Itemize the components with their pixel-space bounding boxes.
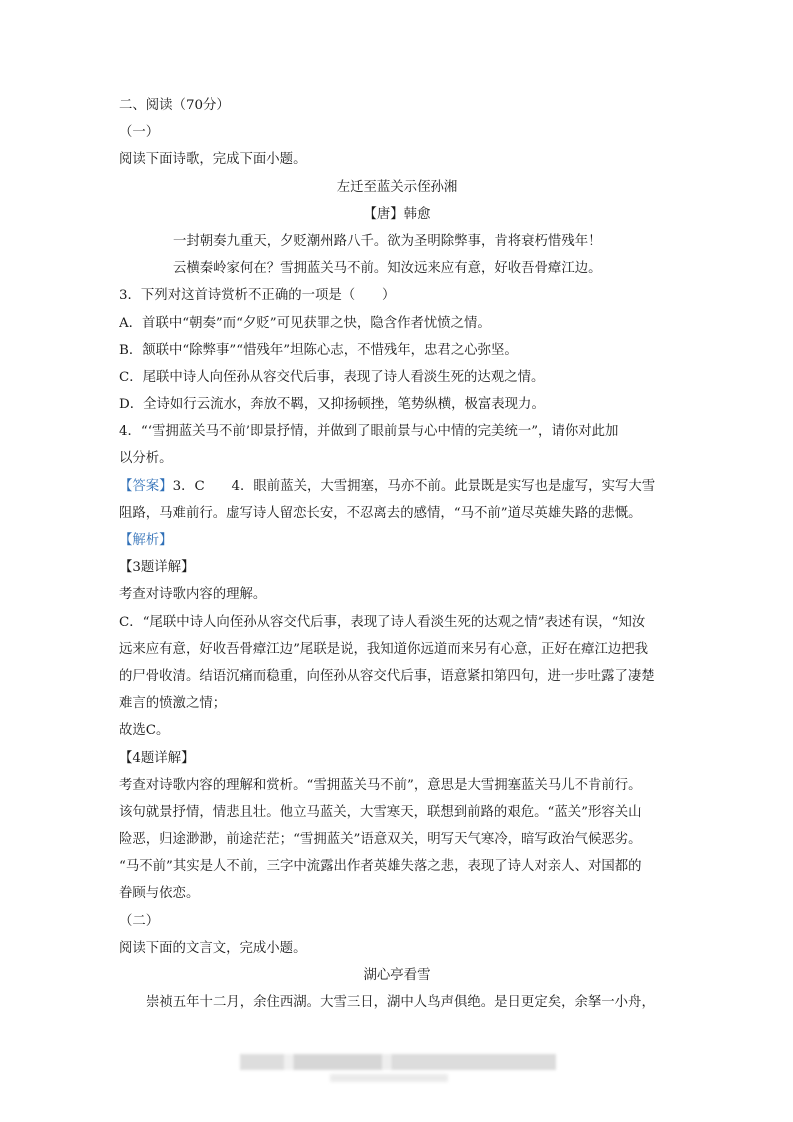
poem-author: 【唐】韩愈 bbox=[363, 206, 431, 222]
instruction-two: 阅读下面的文言文，完成小题。 bbox=[119, 940, 307, 956]
q3-detail-heading: 【3题详解】 bbox=[119, 560, 195, 576]
part-two-label: （二） bbox=[119, 913, 160, 929]
q4-detail-line: “马不前”其实是人不前，三字中流露出作者英雄失落之悲，表现了诗人对亲人、对国都的 bbox=[119, 859, 642, 875]
q3-detail-line: C．“尾联中诗人向侄孙从容交代后事，表现了诗人看淡生死的达观之情”表述有误，“知汝 bbox=[119, 614, 646, 630]
q4-detail-line: 险恶，归途渺渺，前途茫茫；“雪拥蓝关”语意双关，明写天气寒冷，暗写政治气候恶劣。 bbox=[119, 832, 642, 848]
q4-detail-line: 眷顾与依恋。 bbox=[119, 886, 200, 902]
document-body bbox=[119, 92, 675, 1016]
question-3-option-a: A．首联中“朝奏”而“夕贬”可见获罪之快，隐含作者忧愤之情。 bbox=[119, 315, 491, 331]
q3-detail-line: 故选C。 bbox=[119, 723, 170, 739]
question-3-option-c: C．尾联中诗人向侄孙从容交代后事，表现了诗人看淡生死的达观之情。 bbox=[119, 369, 545, 385]
poem-title: 左迁至蓝关示侄孙湘 bbox=[336, 179, 458, 195]
q3-detail-line: 考查对诗歌内容的理解。 bbox=[119, 587, 267, 603]
section-heading: 二、阅读（70分） bbox=[119, 98, 230, 113]
q3-detail-line: 难言的愤激之情； bbox=[119, 696, 227, 712]
blurred-footer-sub bbox=[330, 1074, 448, 1082]
part-one-label: （一） bbox=[119, 125, 160, 141]
q3-detail-line: 的尸骨收清。结语沉痛而稳重，向侄孙从容交代后事，语意紧扣第四句，进一步吐露了凄楚 bbox=[119, 668, 655, 684]
essay-first-line: 崇祯五年十二月，余住西湖。大雪三日，湖中人鸟声俱绝。是日更定矣，余拏一小舟， bbox=[146, 995, 655, 1011]
essay-title: 湖心亭看雪 bbox=[363, 968, 431, 983]
answer-text: 3．C 4．眼前蓝关，大雪拥塞，马亦不前。此景既是实写也是虚写，实写大雪 bbox=[172, 478, 656, 494]
poem-line: 一封朝奏九重天，夕贬潮州路八千。欲为圣明除弊事，肯将衰朽惜残年！ bbox=[173, 233, 602, 249]
question-3-option-d: D．全诗如行云流水，奔放不羁，又抑扬顿挫，笔势纵横，极富表现力。 bbox=[119, 397, 545, 413]
answer-tag: 【答案】 bbox=[119, 478, 173, 494]
instruction-one: 阅读下面诗歌，完成下面小题。 bbox=[119, 152, 307, 168]
question-4-stem: 4．“‘雪拥蓝关马不前’即景抒情，并做到了眼前景与心中情的完美统一”，请你对此加 bbox=[119, 424, 619, 440]
question-4-stem-cont: 以分析。 bbox=[119, 451, 173, 467]
question-3-stem: 3．下列对这首诗赏析不正确的一项是（ ） bbox=[119, 288, 396, 304]
question-3-option-b: B．颔联中“除弊事”“惜残年”坦陈心志，不惜残年，忠君之心弥坚。 bbox=[119, 342, 518, 358]
q3-detail-line: 远来应有意，好收吾骨瘴江边”尾联是说，我知道你远道而来另有心意，正好在瘴江边把我 bbox=[119, 641, 649, 657]
analysis-tag: 【解析】 bbox=[119, 533, 173, 548]
poem-line: 云横秦岭家何在？雪拥蓝关马不前。知汝远来应有意，好收吾骨瘴江边。 bbox=[173, 261, 602, 277]
answer-text-cont: 阻路，马难前行。虚写诗人留恋长安，不忍离去的感情，“马不前”道尽英雄失路的悲慨。 bbox=[119, 505, 642, 521]
answer-line bbox=[119, 473, 675, 500]
blurred-footer bbox=[240, 1054, 556, 1070]
q4-detail-heading: 【4题详解】 bbox=[119, 750, 195, 766]
q4-detail-line: 该句就景抒情，情悲且壮。他立马蓝关，大雪寒天，联想到前路的艰危。“蓝关”形容关山 bbox=[119, 804, 642, 820]
q4-detail-line: 考查对诗歌内容的理解和赏析。“雪拥蓝关马不前”，意思是大雪拥塞蓝关马儿不肯前行。 bbox=[119, 777, 642, 793]
